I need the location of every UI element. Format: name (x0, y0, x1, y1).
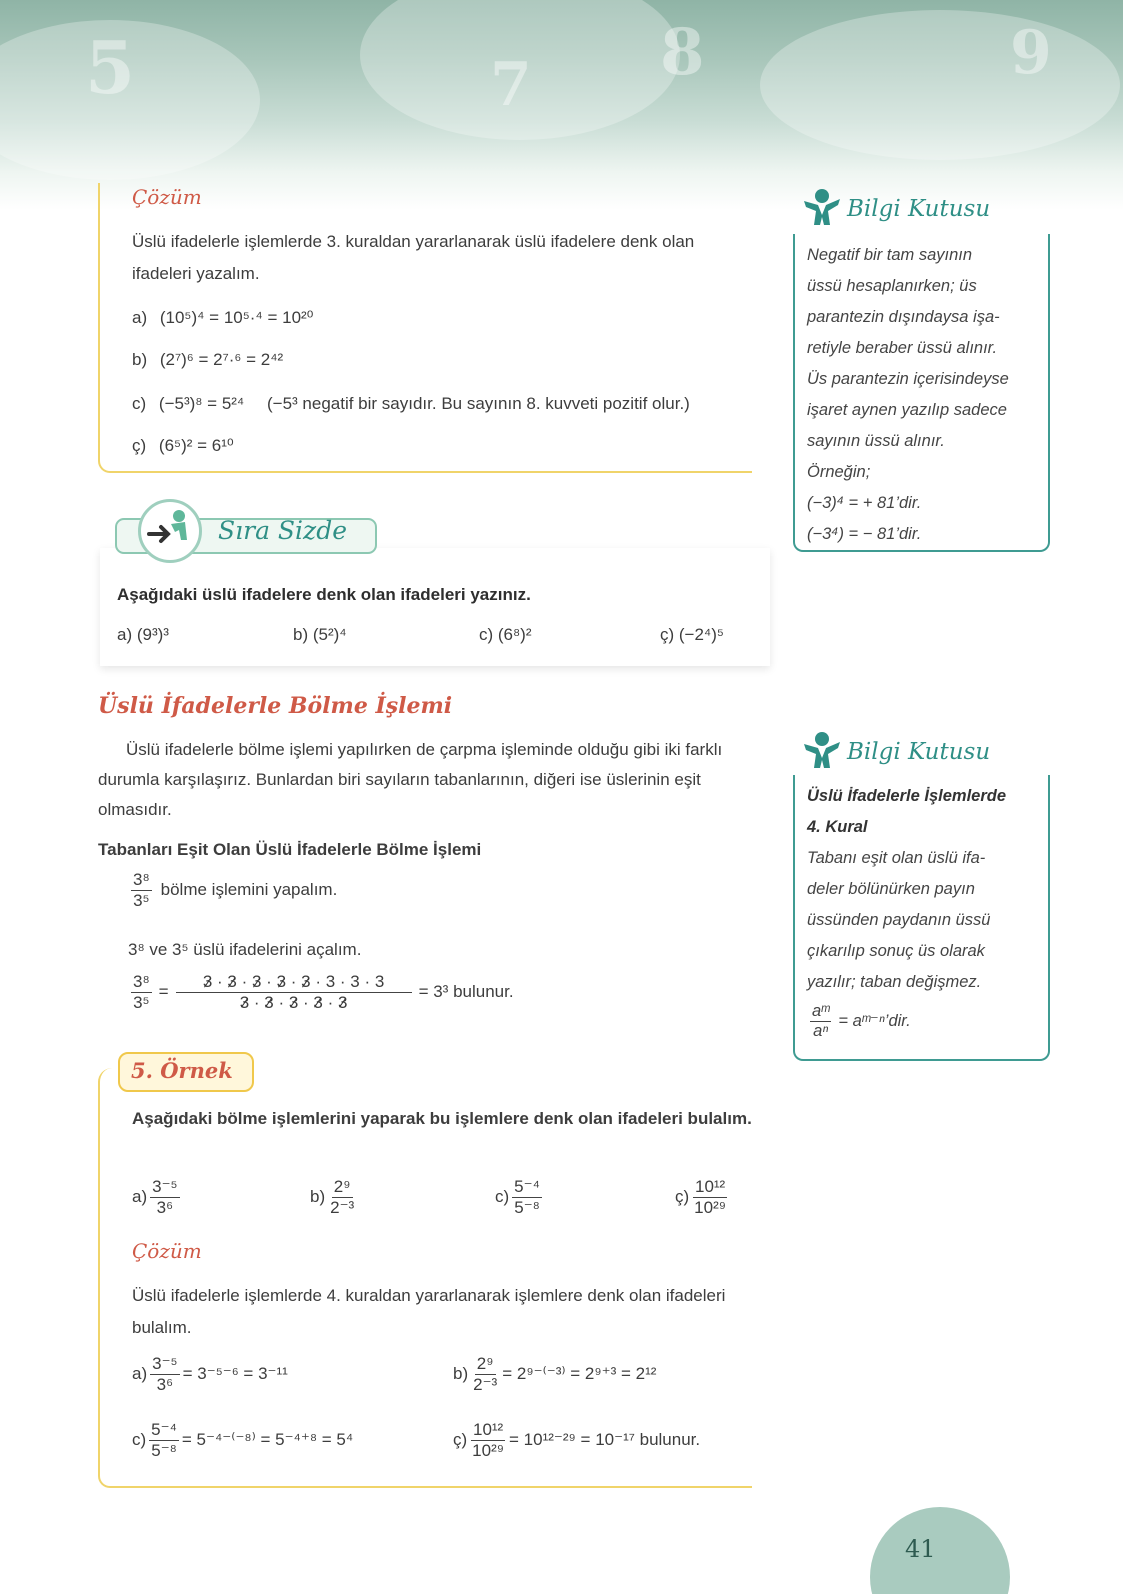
exercise-icon-circle (138, 499, 202, 563)
fraction (470, 1420, 506, 1460)
info-line: Negatif bir tam sayının (807, 246, 973, 264)
item-result: = 3⁻⁵⁻⁶ = 3⁻¹¹ (182, 1364, 288, 1384)
item-label: c) (132, 1430, 147, 1450)
page-number: 41 (905, 1535, 936, 1563)
formula-result: = aᵐ⁻ⁿ’dir. (838, 1011, 911, 1030)
remaining-factors: 3 · 3 · 3 (325, 972, 385, 991)
solution-item (132, 430, 234, 462)
solution-item (132, 388, 690, 420)
denominator: 3⁵ (133, 890, 150, 910)
denominator: 2⁻³ (473, 1374, 498, 1394)
item-label: ç) (675, 1187, 690, 1207)
numerator: 2⁹ (476, 1354, 494, 1373)
numerator: 3⁸ (133, 972, 150, 991)
exercise-item: c) (6⁸)² (479, 625, 532, 644)
page-header-banner (0, 0, 1123, 210)
item-label: b) (310, 1187, 326, 1207)
numerator: 3⁻⁵ (152, 1177, 178, 1196)
fraction (512, 1177, 542, 1217)
info-box-title: Bilgi Kutusu (847, 196, 991, 222)
info-line: Üs parantezin içerisindeyse (807, 370, 1009, 388)
item-expression: (10⁵)⁴ = 10⁵·⁴ = 10²⁰ (159, 308, 314, 327)
info-formula (807, 1002, 1036, 1041)
solution-item (132, 1354, 288, 1394)
info-line: üssünden paydanın üssü (807, 911, 991, 929)
numerator: 5⁻⁴ (514, 1177, 540, 1196)
denominator: 3⁵ (133, 992, 150, 1012)
division-result: = 3³ bulunur. (418, 982, 514, 1002)
section-paragraph: Üslü ifadelerle bölme işlemi yapılırken de çarpma işleminde olduğu gibi iki farklı durumla karşılaşırız. Bunlardan biri sayıların tabanlarının, diğeri ise üslerinin eşit olmasıdır. (98, 740, 723, 819)
item-label: c) (495, 1187, 510, 1207)
numerator: 3⁸ (133, 870, 150, 889)
info-person-icon (800, 730, 844, 770)
denominator: 3⁶ (156, 1197, 174, 1217)
denominator: 3⁶ (156, 1374, 174, 1394)
item-result: = 10¹²⁻²⁹ = 10⁻¹⁷ bulunur. (509, 1430, 701, 1450)
info-line: (−3⁴) = − 81’dir. (807, 525, 922, 543)
item-label: ç) (132, 436, 147, 455)
info-box (793, 234, 1050, 552)
info-line: sayının üssü alınır. (807, 432, 945, 450)
fraction (328, 1177, 356, 1217)
decor-number: 5 (85, 25, 136, 110)
info-box-title: Bilgi Kutusu (847, 739, 991, 765)
info-line: retiyle beraber üssü alınır. (807, 339, 998, 357)
denominator: 5⁻⁸ (151, 1440, 177, 1460)
expansion-equation (128, 972, 514, 1012)
info-line: Örneğin; (807, 463, 871, 481)
info-heading: 4. Kural (807, 818, 868, 836)
section-title: Üslü İfadelerle Bölme İşlemi (98, 693, 453, 719)
example-item (675, 1177, 731, 1217)
numerator: 3⁻⁵ (152, 1354, 178, 1373)
exercise-title: Sıra Sizde (218, 516, 348, 545)
exercise-item: b) (5²)⁴ (293, 625, 347, 644)
expanded-fraction (176, 972, 412, 1012)
info-line: deler bölünürken payın (807, 880, 975, 898)
arrow-person-icon (141, 502, 199, 560)
numerator: 5⁻⁴ (151, 1420, 177, 1439)
solution-item (132, 344, 283, 376)
item-label: b) (453, 1364, 469, 1384)
item-label: b) (132, 350, 148, 369)
info-line: parantezin dışındaysa işa- (807, 308, 1000, 326)
solution-item (132, 1420, 353, 1460)
exercise-item: a) (9³)³ (117, 625, 169, 644)
item-label: a) (132, 1187, 148, 1207)
expand-note: 3⁸ ve 3⁵ üslü ifadelerini açalım. (128, 940, 362, 959)
item-label: a) (132, 1364, 148, 1384)
info-line: çıkarılıp sonuç üs olarak (807, 942, 985, 960)
decor-number: 9 (1010, 18, 1052, 88)
item-expression: (−5³)⁸ = 5²⁴ (158, 394, 245, 413)
expanded-numerator: 3 · 3 · 3 · 3 · 3 · 3 · 3 · 3 (176, 972, 412, 993)
fraction (810, 1002, 831, 1041)
info-heading: Üslü İfadelerle İşlemlerde (807, 787, 1007, 805)
denominator: 10²⁹ (694, 1197, 727, 1217)
info-line: (−3)⁴ = + 81’dir. (807, 494, 922, 512)
info-line: üssü hesaplanırken; üs (807, 277, 977, 295)
equals-sign: = (158, 982, 169, 1002)
exercise-prompt: Aşağıdaki üslü ifadelere denk olan ifadeleri yazınız. (117, 585, 531, 604)
section-subtitle: Tabanları Eşit Olan Üslü İfadelerle Bölme İşlemi (98, 840, 482, 859)
info-line: Tabanı eşit olan üslü ifa- (807, 849, 986, 867)
example-item (310, 1177, 359, 1217)
example-prompt: Aşağıdaki bölme işlemlerini yaparak bu işlemlere denk olan ifadeleri bulalım. (132, 1109, 752, 1128)
numerator: 2⁹ (333, 1177, 351, 1196)
item-expression: (2⁷)⁶ = 2⁷·⁶ = 2⁴² (159, 350, 284, 369)
fraction (471, 1354, 499, 1394)
decor-number: 8 (660, 15, 705, 90)
line-text: bölme işlemini yapalım. (160, 880, 338, 900)
info-line: yazılır; taban değişmez. (807, 973, 982, 991)
denominator: 2⁻³ (330, 1197, 355, 1217)
numerator: aᵐ (812, 1002, 830, 1020)
item-note: (−5³ negatif bir sayıdır. Bu sayının 8. kuvveti pozitif olur.) (266, 394, 690, 413)
example-item (132, 1177, 183, 1217)
item-result: = 5⁻⁴⁻⁽⁻⁸⁾ = 5⁻⁴⁺⁸ = 5⁴ (181, 1430, 354, 1450)
solution-intro: Üslü ifadelerle işlemlerde 3. kuraldan yararlanarak üslü ifadelere denk olan ifadeleri yazalım. (132, 232, 695, 283)
denominator: 5⁻⁸ (514, 1197, 540, 1217)
fraction (149, 1420, 179, 1460)
denominator: 10²⁹ (472, 1440, 505, 1460)
item-label: a) (132, 308, 148, 327)
expanded-denominator: 3 · 3 · 3 · 3 · 3 (239, 992, 348, 1012)
page-number-badge (870, 1507, 1010, 1594)
solution-item (453, 1420, 700, 1460)
item-result: = 2⁹⁻⁽⁻³⁾ = 2⁹⁺³ = 2¹² (502, 1364, 657, 1384)
division-line (128, 870, 337, 910)
solution-item (132, 302, 314, 334)
fraction (150, 1354, 179, 1394)
item-label: c) (132, 394, 147, 413)
example-item (495, 1177, 545, 1217)
exercise-item: ç) (−2⁴)⁵ (660, 625, 724, 644)
solution-title: Çözüm (132, 1239, 202, 1263)
fraction (131, 972, 152, 1012)
solution-title: Çözüm (132, 185, 202, 209)
fraction (131, 870, 152, 910)
numerator: 10¹² (694, 1177, 726, 1196)
solution-item (453, 1354, 656, 1394)
info-line: işaret aynen yazılıp sadece (807, 401, 1007, 419)
item-expression: (6⁵)² = 6¹⁰ (158, 436, 234, 455)
info-person-icon (800, 187, 844, 227)
solution-intro: Üslü ifadelerle işlemlerde 4. kuraldan yararlanarak işlemlere denk olan ifadeleri bulalım. (132, 1286, 726, 1337)
info-box (793, 775, 1050, 1061)
decor-number: 7 (490, 50, 532, 120)
denominator: aⁿ (813, 1021, 829, 1040)
fraction (150, 1177, 179, 1217)
fraction (692, 1177, 728, 1217)
item-label: ç) (453, 1430, 468, 1450)
example-title: 5. Örnek (131, 1058, 233, 1083)
numerator: 10¹² (472, 1420, 504, 1439)
